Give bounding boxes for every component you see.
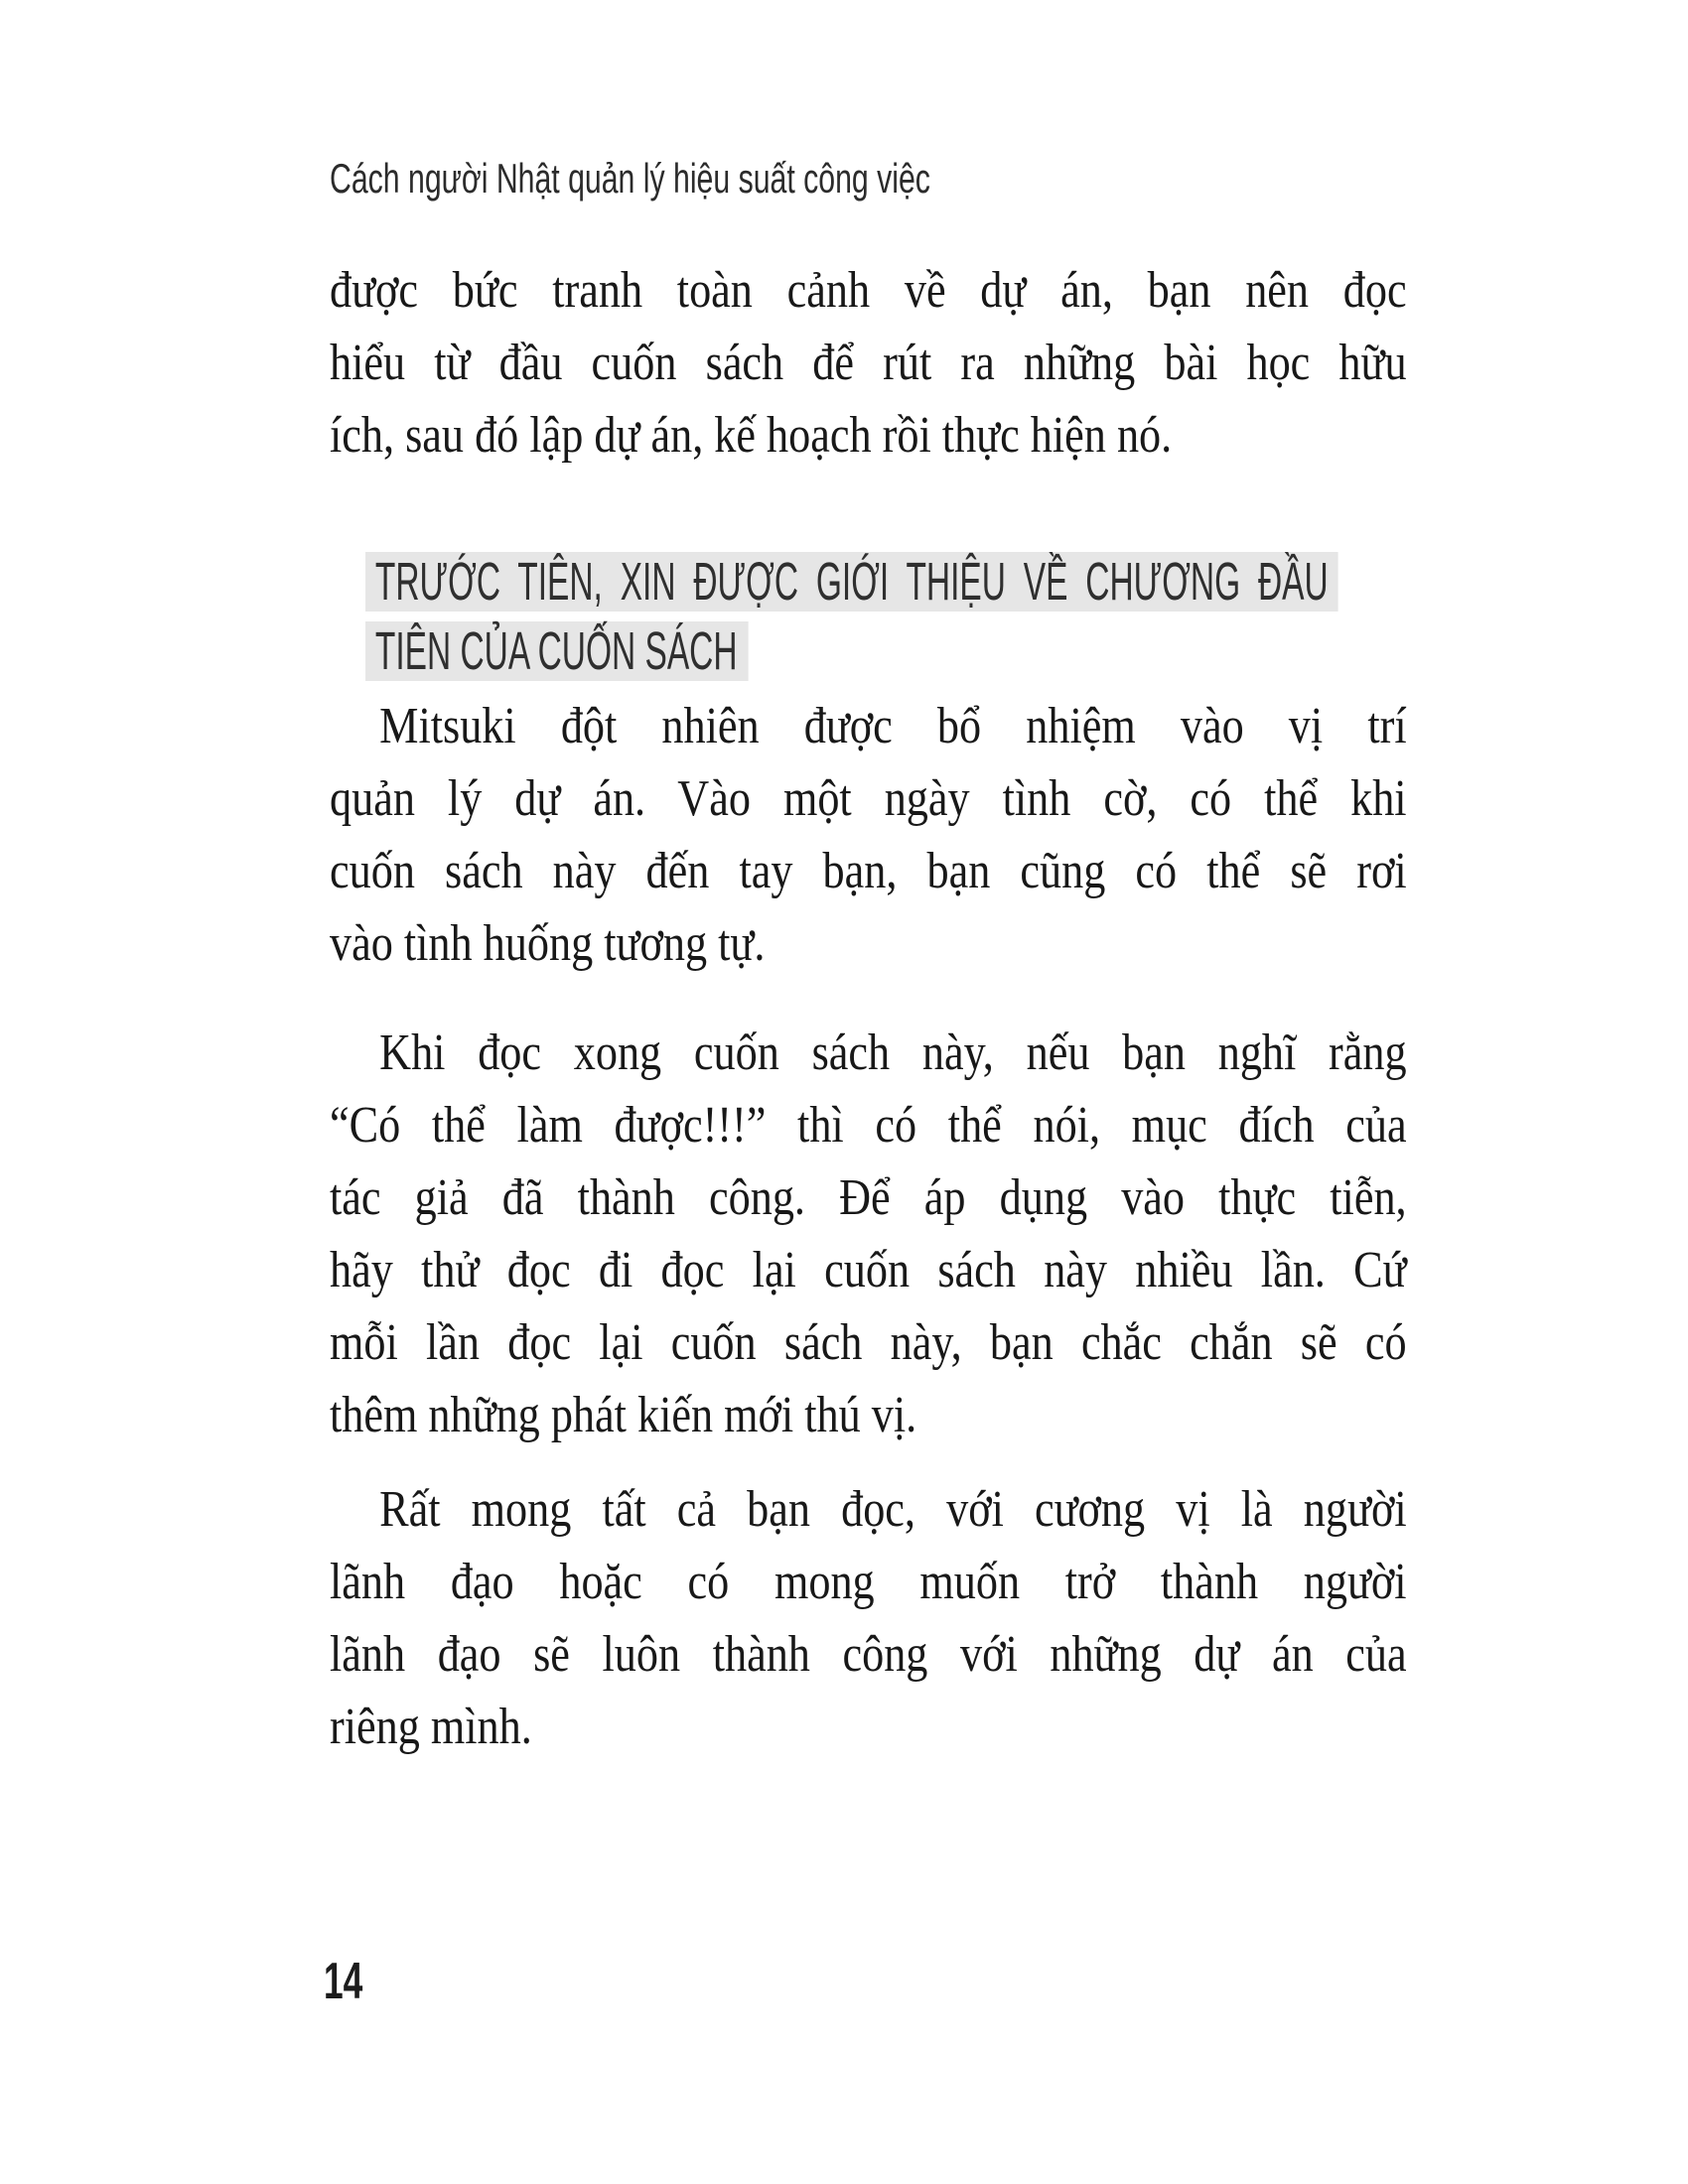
page-number: 14	[324, 1953, 363, 2010]
section-heading-line1: TRƯỚC TIÊN, XIN ĐƯỢC GIỚI THIỆU VỀ CHƯƠNG ĐẦU	[365, 552, 1338, 612]
text-line: hiểu từ đầu cuốn sách để rút ra những bài học hữu	[330, 335, 1407, 391]
section-heading-line2: TIÊN CỦA CUỐN SÁCH	[365, 621, 749, 681]
section-heading	[365, 552, 1338, 682]
text-line: Mitsuki đột nhiên được bổ nhiệm vào vị trí	[379, 698, 1407, 754]
text-line: Rất mong tất cả bạn đọc, với cương vị là người	[379, 1481, 1407, 1538]
text-line: “Có thể làm được!!!” thì có thể nói, mục đích của	[330, 1097, 1407, 1154]
intro-paragraph	[330, 254, 1407, 472]
running-header: Cách người Nhật quản lý hiệu suất công việc	[330, 155, 930, 202]
wish-paragraph	[330, 1473, 1407, 1763]
text-line: thêm những phát kiến mới thú vị.	[330, 1387, 917, 1443]
reading-paragraph	[330, 1017, 1407, 1451]
mitsuki-paragraph	[330, 690, 1407, 980]
text-line: vào tình huống tương tự.	[330, 915, 766, 972]
text-line: riêng mình.	[330, 1699, 532, 1755]
text-line: cuốn sách này đến tay bạn, bạn cũng có thể sẽ rơi	[330, 843, 1407, 899]
text-line: được bức tranh toàn cảnh về dự án, bạn nên đọc	[330, 262, 1407, 319]
text-line: tác giả đã thành công. Để áp dụng vào thực tiễn,	[330, 1169, 1407, 1226]
text-line: hãy thử đọc đi đọc lại cuốn sách này nhiều lần. Cứ	[330, 1242, 1407, 1298]
text-line: lãnh đạo sẽ luôn thành công với những dự án của	[330, 1626, 1407, 1683]
text-line: Khi đọc xong cuốn sách này, nếu bạn nghĩ rằng	[379, 1024, 1407, 1081]
text-line: ích, sau đó lập dự án, kế hoạch rồi thực hiện nó.	[330, 407, 1173, 464]
text-line: lãnh đạo hoặc có mong muốn trở thành người	[330, 1554, 1407, 1610]
text-line: mỗi lần đọc lại cuốn sách này, bạn chắc chắn sẽ có	[330, 1314, 1407, 1371]
text-line: quản lý dự án. Vào một ngày tình cờ, có thể khi	[330, 770, 1407, 827]
